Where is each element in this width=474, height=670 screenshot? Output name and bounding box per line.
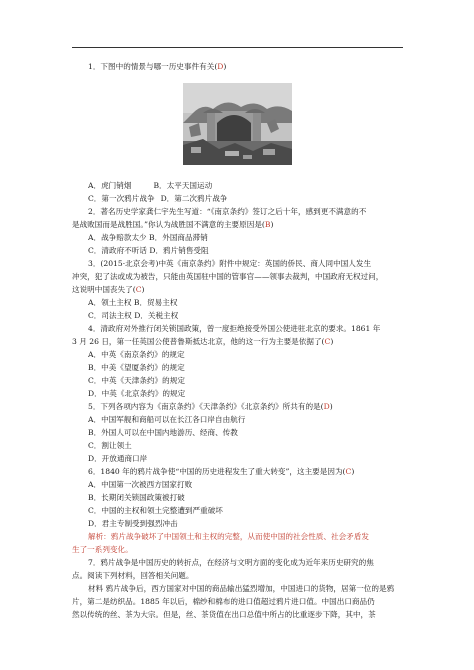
q1-option-d: D．第二次鸦片战争 [160, 194, 228, 203]
q5-answer: D [323, 402, 330, 411]
q5-option-c: C．割让领土 [88, 441, 132, 450]
q4-line2: 3 月 26 日，第一任英国公使普鲁斯抵达北京，他的这一行为主要是依据了(C) [72, 337, 334, 346]
q7-line1: 7．鸦片战争是中国历史的转折点，在经济与文明方面的变化成为近年来历史研究的焦 [88, 558, 374, 567]
q1-answer: D [217, 62, 224, 71]
q3-options-ab: A．领土主权 B．贸易主权 [88, 298, 178, 307]
q5-option-b: B．外国人可以在中国内地游历、经商、传教 [88, 428, 238, 437]
q1-option-b: B．太平天国运动 [153, 181, 213, 190]
q1-option-c: C．第一次鸦片战争 D．第二次鸦片战争 [88, 194, 228, 203]
q3-line1: 3．(2015·北京会考)中英《南京条约》附件中规定：英国的侨民、商人同中国人发生 [88, 259, 372, 268]
q4-option-b: B．中美《望厦条约》的规定 [88, 363, 185, 372]
q2-line2: 是战败国而是战胜国。”你认为战胜国不满意的主要原因是(B) [72, 220, 274, 229]
q5-option-a: A．中国军舰和商船可以在长江各口岸自由航行 [88, 415, 246, 424]
q1-stem: 1．下图中的情景与哪一历史事件有关(D) [88, 62, 227, 71]
q4-option-c: C．中英《天津条约》的规定 [88, 376, 185, 385]
header-rule [72, 47, 403, 48]
q4-answer: C [324, 337, 331, 346]
q6-line1: 6．1840 年的鸦片战争使“中国的历史进程发生了重大转变”，这主要是因为(C) [88, 467, 355, 476]
q6-answer: C [345, 467, 352, 476]
q6-option-c: C．中国的主权和领土完整遭到严重破坏 [88, 506, 223, 515]
q3-answer: C [135, 285, 142, 294]
q2-line1: 2．著名历史学家龚仁宇先生写道：“《南京条约》签订之后十年，感到更不满意的不 [88, 207, 367, 216]
q3-line2: 冲突，犯了法或成为被告，只能由英国驻中国的管事官——领事去裁判，中国政府无权过问， [72, 272, 384, 281]
q5-option-d: D．开放通商口岸 [88, 454, 148, 463]
q7-line5: 然以传统的丝、茶为大宗。但是，丝、茶货值在出口总值中所占的比重逐步下降，其中，茶 [72, 610, 376, 619]
q6-option-d: D．君主专制受到强烈冲击 [88, 519, 178, 528]
ruins-illustration [183, 83, 292, 165]
q6-option-b: B．长期闭关锁国政策被打破 [88, 493, 185, 502]
q2-answer: B [264, 220, 271, 229]
q6-analysis-line1: 解析：鸦片战争破坏了中国领土和主权的完整，从而使中国的社会性质、社会矛盾发 [88, 532, 369, 541]
q2-options-cd: C．清政府不听话 D．鸦片销售受阻 [88, 246, 209, 255]
q6-option-a: A．中国第一次被西方国家打败 [88, 480, 193, 489]
q4-option-d: D．中英《北京条约》的规定 [88, 389, 186, 398]
q7-line2: 点。阅读下列材料，回答相关问题。 [72, 571, 194, 580]
q5-line1: 5．下列各项内容为《南京条约》《天津条约》《北京条约》所共有的是(D) [88, 402, 333, 411]
q6-analysis-line2: 生了一系列变化。 [72, 545, 133, 554]
q3-line3: 这说明中国丧失了(C) [72, 285, 145, 294]
q4-option-a: A．中英《南京条约》的规定 [88, 350, 185, 359]
q7-line3: 材料 鸦片战争后，西方国家对中国的商品输出猛烈增加，中国进口的货物，居第一位的是鸦 [88, 584, 395, 593]
q1-option-a: A．虎门销烟 B．太平天国运动 [88, 181, 213, 190]
q3-options-cd: C．司法主权 D．关税主权 [88, 311, 179, 320]
q7-line4: 片，第二是纺织品。1885 年以后，棉纱和棉布的进口值超过鸦片进口值。中国出口商品仍 [72, 597, 375, 606]
ruins-photo [183, 83, 292, 165]
q4-line1: 4．清政府对外推行闭关锁国政策，曾一度拒绝接受外国公使进驻北京的要求。1861 年 [88, 324, 381, 333]
q2-options-ab: A．战争赔款太少 B．外国商品滞销 [88, 233, 208, 242]
